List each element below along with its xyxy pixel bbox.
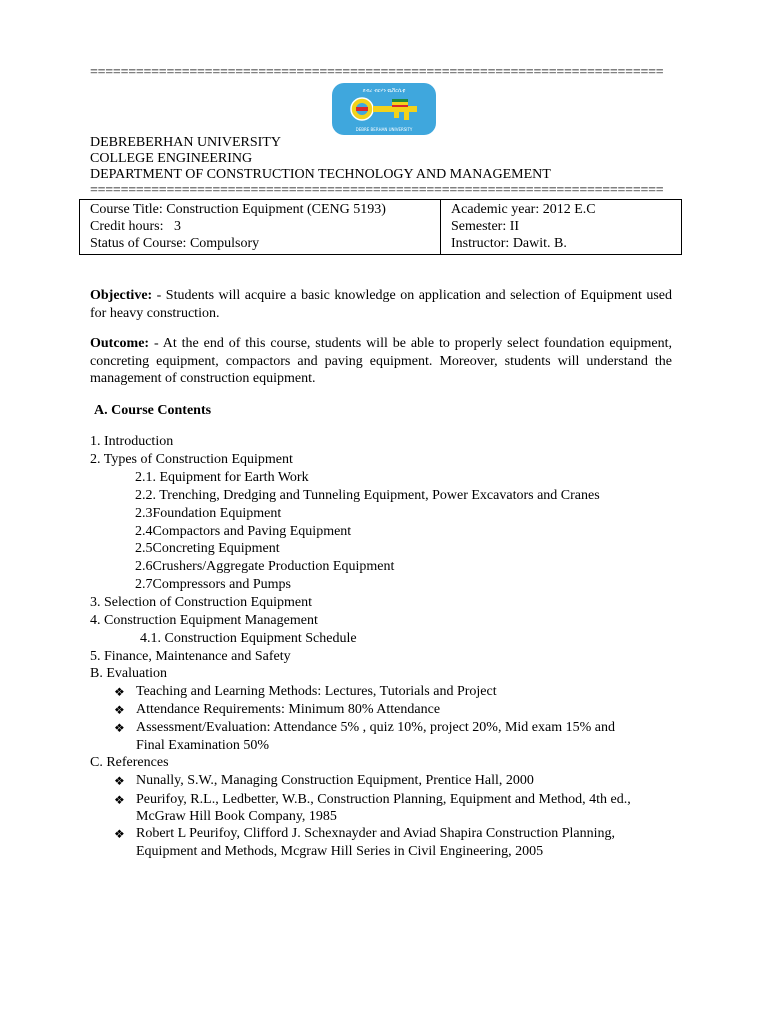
reference-item: Peurifoy, R.L., Ledbetter, W.B., Construction Planning, Equipment and Method, 4th ed., (136, 792, 631, 807)
reference-item: Nunally, S.W., Managing Construction Equipment, Prentice Hall, 2000 (136, 773, 534, 788)
content-item: 1. Introduction (90, 434, 174, 449)
course-info-left-cell (80, 200, 441, 255)
course-info-table (79, 199, 682, 255)
academic-year: Academic year: 2012 E.C (451, 202, 596, 217)
diamond-bullet-icon: ❖ (114, 685, 125, 699)
evaluation-item: Teaching and Learning Methods: Lectures, Tutorials and Project (136, 684, 497, 699)
diamond-bullet-icon: ❖ (114, 721, 125, 735)
content-subitem: 2.5Concreting Equipment (135, 541, 280, 556)
evaluation-item-continuation: Final Examination 50% (136, 738, 269, 753)
instructor: Instructor: Dawit. B. (451, 236, 567, 251)
university-name: DEBREBERHAN UNIVERSITY (90, 135, 281, 150)
content-subitem: 2.6Crushers/Aggregate Production Equipment (135, 559, 395, 574)
reference-item-continuation: McGraw Hill Book Company, 1985 (136, 809, 337, 824)
content-subitem: 2.3Foundation Equipment (135, 506, 282, 521)
section-a-heading: A. Course Contents (94, 403, 212, 418)
course-status: Status of Course: Compulsory (90, 236, 260, 251)
evaluation-heading: B. Evaluation (90, 666, 167, 681)
content-subitem: 2.4Compactors and Paving Equipment (135, 524, 352, 539)
university-logo (332, 83, 436, 135)
bottom-separator: =========================================================================== (90, 184, 664, 198)
college-name: COLLEGE ENGINEERING (90, 151, 253, 166)
evaluation-item: Attendance Requirements: Minimum 80% Attendance (136, 702, 441, 717)
objective-text: - Students will acquire a basic knowledge on application and selection of Equipment used for heavy construction. (90, 288, 672, 321)
content-subitem: 4.1. Construction Equipment Schedule (140, 631, 357, 646)
content-item: 2. Types of Construction Equipment (90, 452, 293, 467)
content-item: 5. Finance, Maintenance and Safety (90, 649, 291, 664)
content-item: 4. Construction Equipment Management (90, 613, 318, 628)
course-info-right-cell (441, 200, 682, 255)
logo-bottom-text: DEBRE BERHAN UNIVERSITY (355, 127, 413, 132)
diamond-bullet-icon: ❖ (114, 793, 125, 807)
objective-paragraph (90, 287, 672, 322)
course-title: Course Title: Construction Equipment (CENG 5193) (90, 202, 386, 217)
content-subitem: 2.7Compressors and Pumps (135, 577, 291, 592)
content-subitem: 2.1. Equipment for Earth Work (135, 470, 309, 485)
logo-top-text: ደብረ ብርሃን ዩኒቨርሲቲ (362, 88, 406, 94)
reference-item-continuation: Equipment and Methods, Mcgraw Hill Series in Civil Engineering, 2005 (136, 844, 544, 859)
content-item: 3. Selection of Construction Equipment (90, 595, 313, 610)
diamond-bullet-icon: ❖ (114, 774, 125, 788)
semester: Semester: II (451, 219, 520, 234)
document-header (90, 135, 551, 183)
top-separator: =========================================================================== (90, 66, 664, 80)
credit-hours: Credit hours: 3 (90, 219, 181, 234)
diamond-bullet-icon: ❖ (114, 703, 125, 717)
outcome-paragraph (90, 335, 672, 388)
content-subitem: 2.2. Trenching, Dredging and Tunneling Equipment, Power Excavators and Cranes (135, 488, 600, 503)
objective-label: Objective: (90, 288, 153, 303)
references-heading: C. References (90, 755, 169, 770)
department-name: DEPARTMENT OF CONSTRUCTION TECHNOLOGY AND MANAGEMENT (90, 167, 551, 182)
outcome-label: Outcome: (90, 336, 150, 351)
evaluation-item: Assessment/Evaluation: Attendance 5% , quiz 10%, project 20%, Mid exam 15% and (136, 720, 616, 735)
diamond-bullet-icon: ❖ (114, 827, 125, 841)
outcome-text: - At the end of this course, students will be able to properly select foundation equipment, concreting equipment, compactors and paving equipment. Moreover, students will understand the management of construction equipment. (90, 336, 672, 386)
reference-item: Robert L Peurifoy, Clifford J. Schexnayder and Aviad Shapira Construction Planning, (136, 826, 616, 841)
